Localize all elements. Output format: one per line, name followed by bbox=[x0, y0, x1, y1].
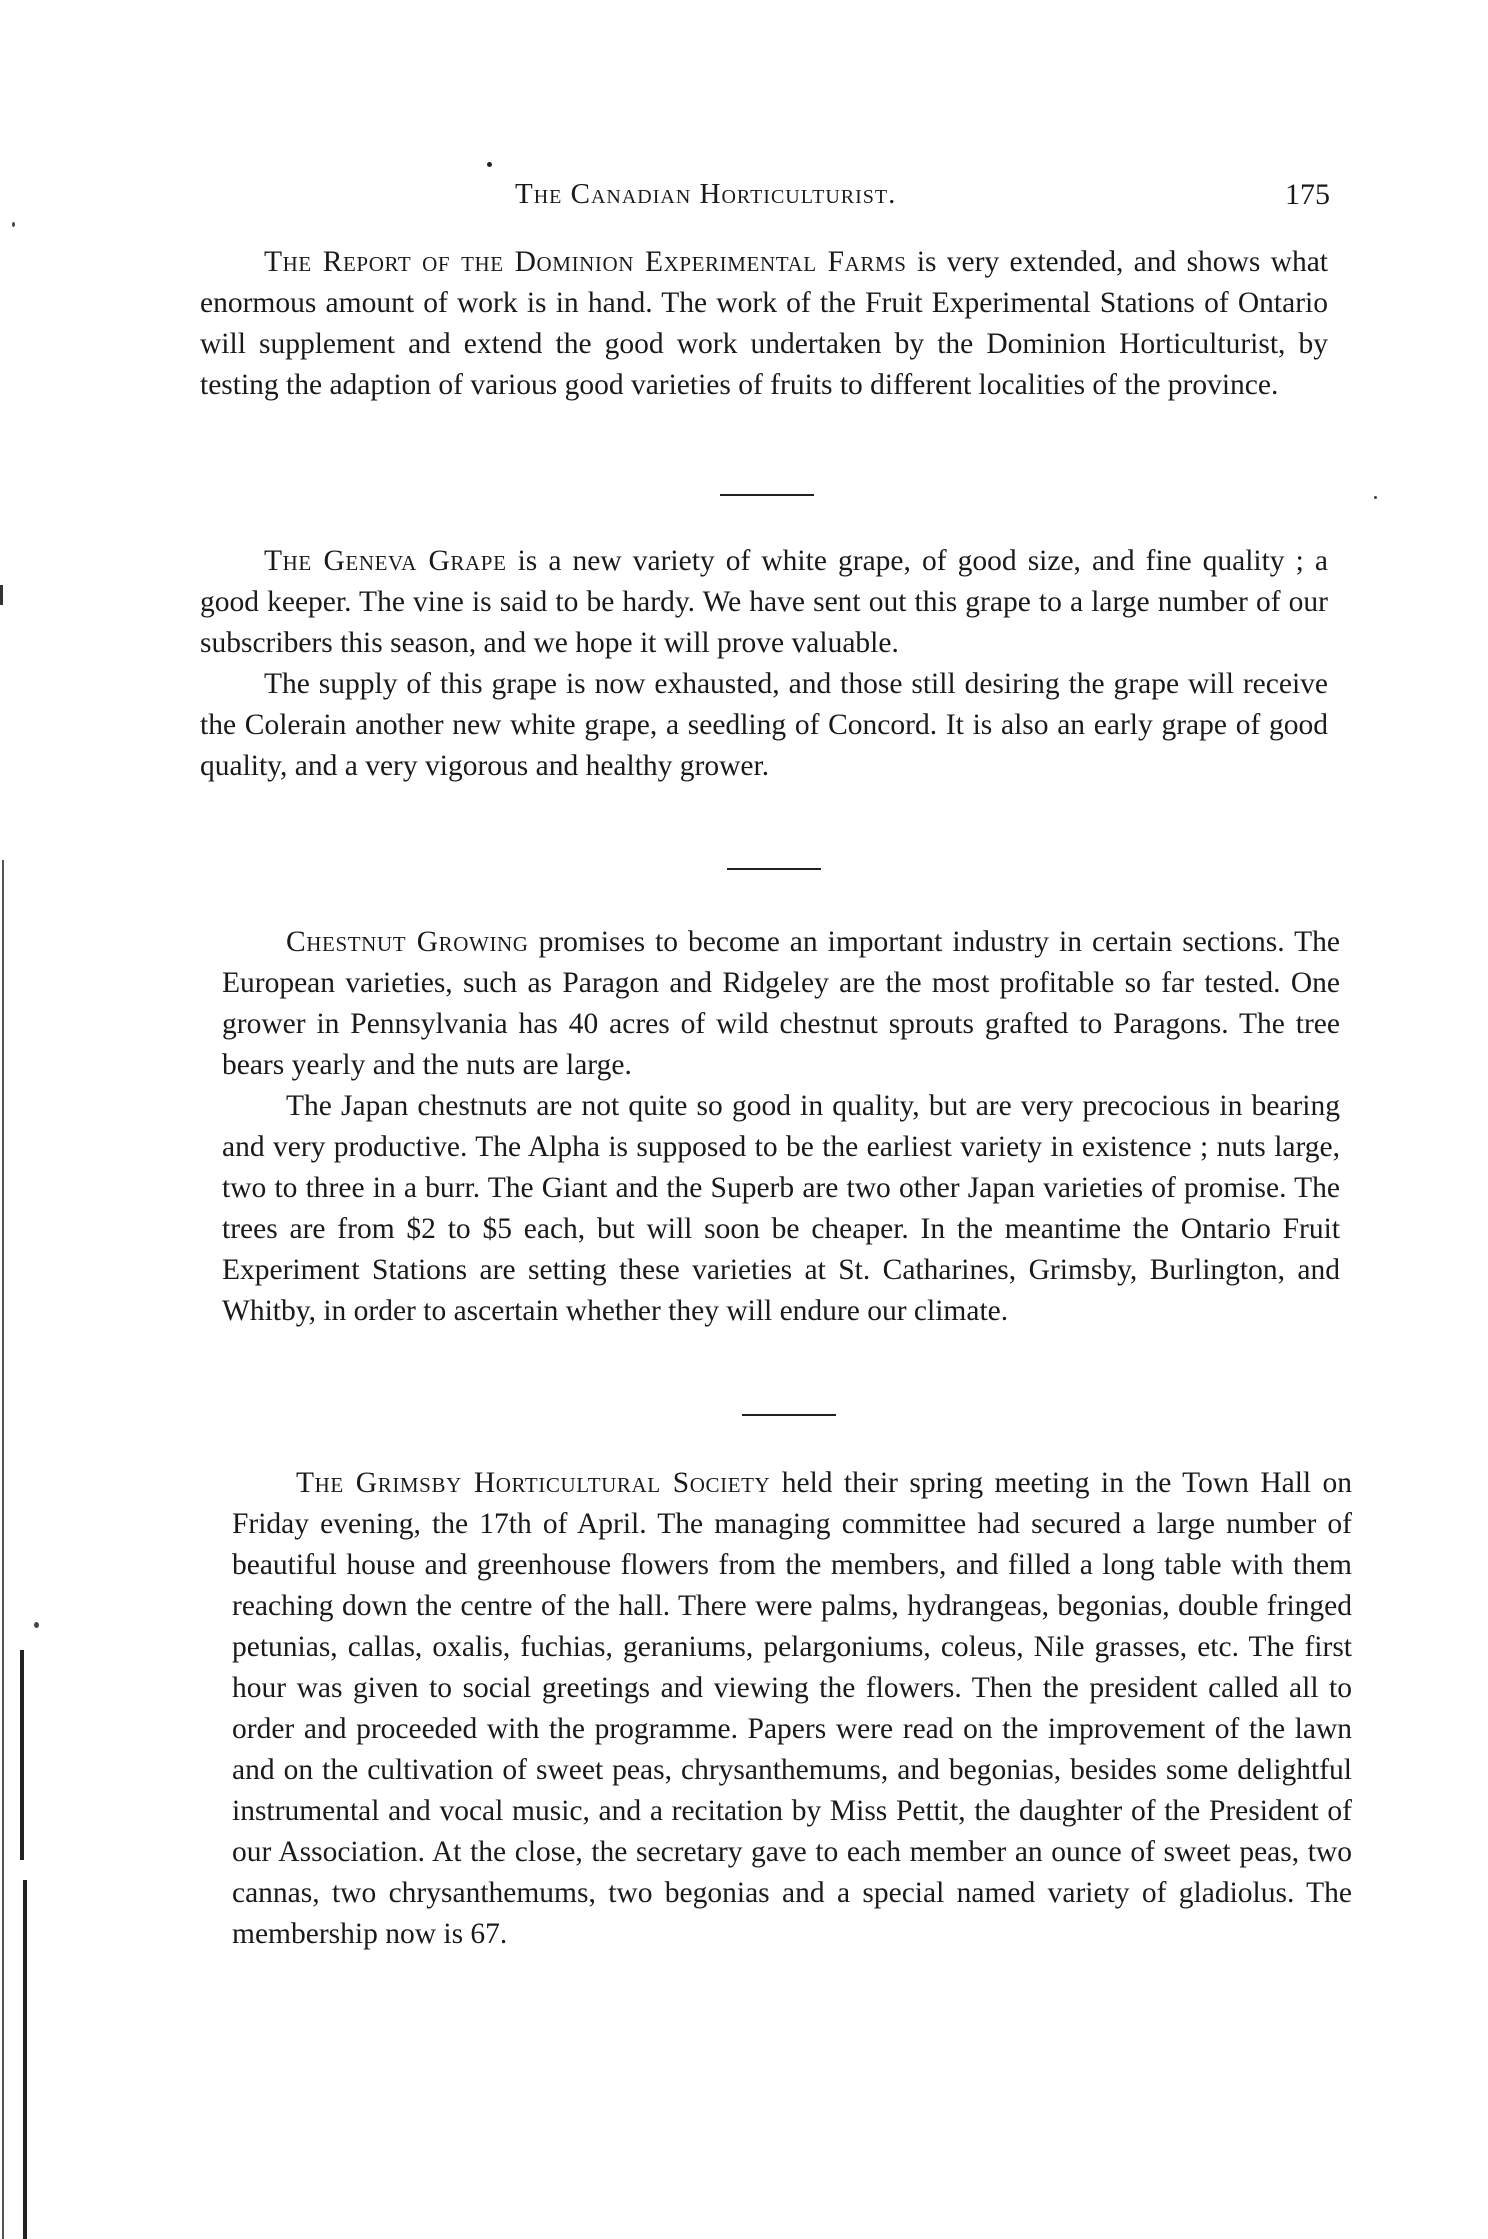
article-text: promises to become an important industry in certain sections. The European varieties, such as Paragon and Ridgeley are the most profitable so far tested. One grower in Pennsylvania has 40 acres of wild chestnut sprouts grafted to Paragons. The tree bears yearly and the nuts are large. bbox=[222, 926, 1340, 1081]
article-text: is a new variety of white grape, of good size, and fine quality ; a good keeper. The vine is said to be hardy. We have sent out this grape to a large number of our subscribers this season, and we hope it will prove valuable. bbox=[200, 545, 1328, 659]
section-divider bbox=[720, 494, 814, 496]
article-lead: The Report of the Dominion Experimental Farms bbox=[264, 246, 907, 278]
article-lead: The Grimsby Horticultural Society bbox=[296, 1467, 771, 1499]
scan-speck bbox=[34, 1622, 39, 1628]
running-head bbox=[200, 178, 1330, 218]
article-paragraph: The Japan chestnuts are not quite so good in quality, but are very precocious in bearing and very productive. The Alpha is supposed to be the earliest variety in existence ; nuts large, two to three in a burr. The Giant and the Superb are two other Japan varieties of promise. The trees are from $2 to $5 each, but will soon be cheaper. In the meantime the Ontario Fruit Experiment Stations are setting these varieties at St. Catharines, Grimsby, Burlington, and Whitby, in order to ascertain whether they will endure our climate. bbox=[222, 1090, 1340, 1327]
page-number: 175 bbox=[1285, 178, 1330, 211]
article-geneva-grape bbox=[200, 541, 1328, 787]
article-paragraph bbox=[200, 541, 1328, 664]
article-paragraph: The supply of this grape is now exhausted, and those still desiring the grape will receive the Colerain another new white grape, a seedling of Concord. It is also an early grape of good quality, and a very vigorous and healthy grower. bbox=[200, 668, 1328, 782]
section-divider bbox=[727, 868, 821, 870]
article-chestnut-growing bbox=[222, 922, 1340, 1332]
article-paragraph bbox=[222, 922, 1340, 1086]
article-lead: The Geneva Grape bbox=[264, 545, 507, 577]
scan-speck bbox=[12, 222, 15, 227]
journal-title: The Canadian Horticulturist. bbox=[515, 178, 897, 210]
article-grimsby-society bbox=[232, 1463, 1352, 1955]
scan-artifact bbox=[23, 1880, 27, 2239]
article-dominion-farms bbox=[200, 242, 1328, 406]
scan-artifact bbox=[0, 585, 3, 605]
article-paragraph bbox=[232, 1463, 1352, 1955]
scan-artifact bbox=[20, 1650, 24, 1860]
print-speck bbox=[487, 162, 492, 167]
scan-artifact bbox=[2, 860, 4, 2239]
article-text: held their spring meeting in the Town Hall on Friday evening, the 17th of April. The managing committee had secured a large number of beautiful house and greenhouse flowers from the members, and filled a long table with them reaching down the centre of the hall. There were palms, hydrangeas, begonias, double fringed petunias, callas, oxalis, fuchias, geraniums, pelargoniums, coleus, Nile grasses, etc. The first hour was given to social greetings and viewing the flowers. Then the president called all to order and proceeded with the programme. Papers were read on the improvement of the lawn and on the cultivation of sweet peas, chrysanthemums, and begonias, besides some delightful instrumental and vocal music, and a recitation by Miss Pettit, the daughter of the President of our Association. At the close, the secretary gave to each member an ounce of sweet peas, two cannas, two chrysanthemums, two begonias and a special named variety of gladiolus. The membership now is 67. bbox=[232, 1467, 1353, 1950]
article-text: is very extended, and shows what enormous amount of work is in hand. The work of the Fruit Experimental Stations of Ontario will supplement and extend the good work undertaken by the Dominion Horticulturist, by testing the adaption of various good varieties of fruits to different localities of the province. bbox=[200, 246, 1328, 401]
article-lead: Chestnut Growing bbox=[286, 926, 529, 958]
scan-speck bbox=[1374, 496, 1377, 499]
article-paragraph bbox=[200, 242, 1328, 406]
section-divider bbox=[742, 1414, 836, 1416]
